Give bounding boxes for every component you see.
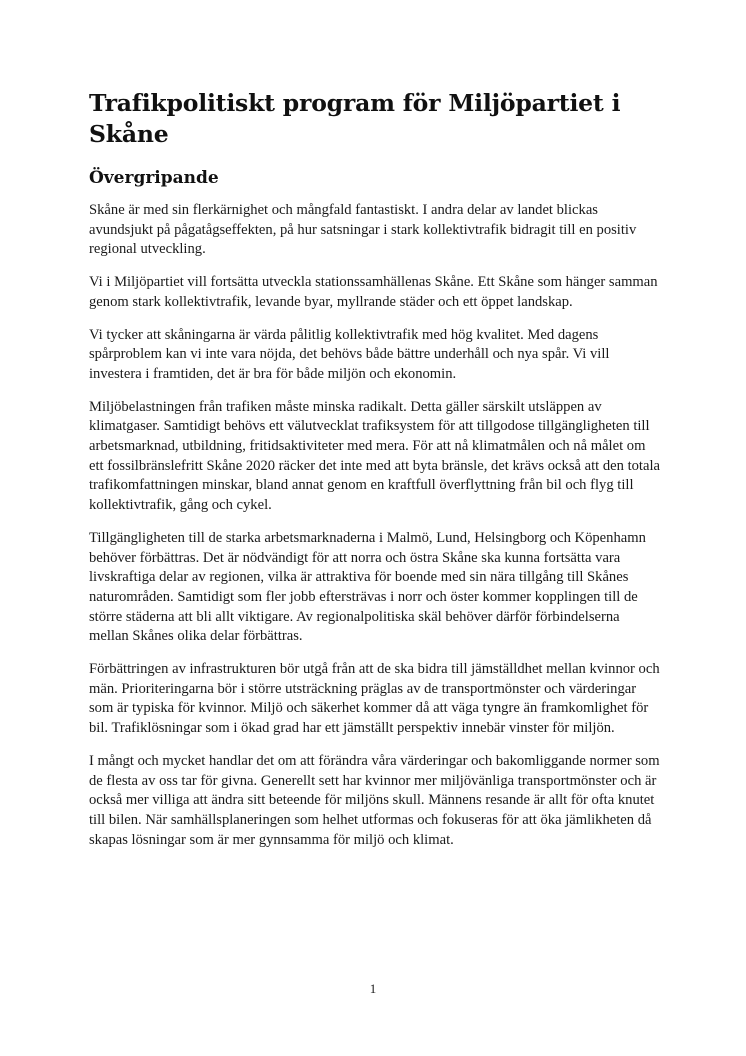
paragraph-3: Vi tycker att skåningarna är värda pålitlig kollektivtrafik med hög kvalitet. Med dagens spårproblem kan vi inte vara nöjda, det behövs både bättre underhåll och nya spår. Vi vill investera i framtiden, det är bra för både miljön och ekonomin. [89,326,610,382]
section-heading: Övergripande [89,168,219,188]
page-number: 1 [369,981,377,996]
paragraph-4: Miljöbelastningen från trafiken måste minska radikalt. Detta gäller särskilt utsläppen av klimatgaser. Samtidigt behövs ett välutvecklat trafiksystem för att tillgodose tillgängligheten till arbetsmarknad, utbildning, fritidsaktiviteter med mera. För att nå klimatmålen och nå målet om ett fossilbränslefritt Skåne 2020 räcker det inte med att byta bränsle, det krävs också att den totala trafikomfattningen minskar, bland annat genom en kraftfull överflyttning från bil och flyg till kollektivtrafik, gång och cykel. [89,398,660,514]
paragraph-1: Skåne är med sin flerkärnighet och mångfald fantastiskt. I andra delar av landet blickas avundsjukt på pågatågseffekten, på hur satsningar i stark kollektivtrafik bidragit till en positiv regional utveckling. [89,202,637,258]
paragraph-7: I mångt och mycket handlar det om att förändra våra värderingar och bakomliggande normer som de flesta av oss tar för givna. Generellt sett har kvinnor mer miljövänliga transportmönster och är också mer villiga att ändra sitt beteende för miljöns skull. Männens resande är allt för ofta knutet till bilen. När samhällsplaneringen som helhet utformas och fokuseras för att öka jämlikheten då skapas lösningar som är mer gynnsamma för miljö och klimat. [89,752,660,848]
paragraph-2: Vi i Miljöpartiet vill fortsätta utveckla stationssamhällenas Skåne. Ett Skåne som hänger samman genom stark kollektivtrafik, levande byar, myllrande städer och ett öppet landskap. [89,274,658,310]
paragraph-5: Tillgängligheten till de starka arbetsmarknaderna i Malmö, Lund, Helsingborg och Köpenhamn behöver förbättras. Det är nödvändigt för att norra och östra Skåne ska kunna fortsätta vara livskraftiga delar av regionen, vilka är attraktiva för boende med sin nära tillgång till Skånes naturområden. Samtidigt som fler jobb eftersträvas i norr och öster kommer kopplingen till de större städerna att bli allt viktigare. Av regionalpolitiska skäl behöver därför förbindelserna mellan Skånes olika delar förbättras. [89,529,646,645]
document-title: Trafikpolitiskt program för Miljöpartiet i Skåne [89,89,621,148]
document-page [89,88,661,863]
paragraph-6: Förbättringen av infrastrukturen bör utgå från att de ska bidra till jämställdhet mellan kvinnor och män. Prioriteringarna bör i större utsträckning präglas av de transportmönster och värderingar som är typiska för kvinnor. Miljö och säkerhet kommer då att väga tyngre än framkomlighet för bil. Trafiklösningar som i ökad grad har ett jämställt perspektiv innebär vinster för miljön. [89,661,660,737]
